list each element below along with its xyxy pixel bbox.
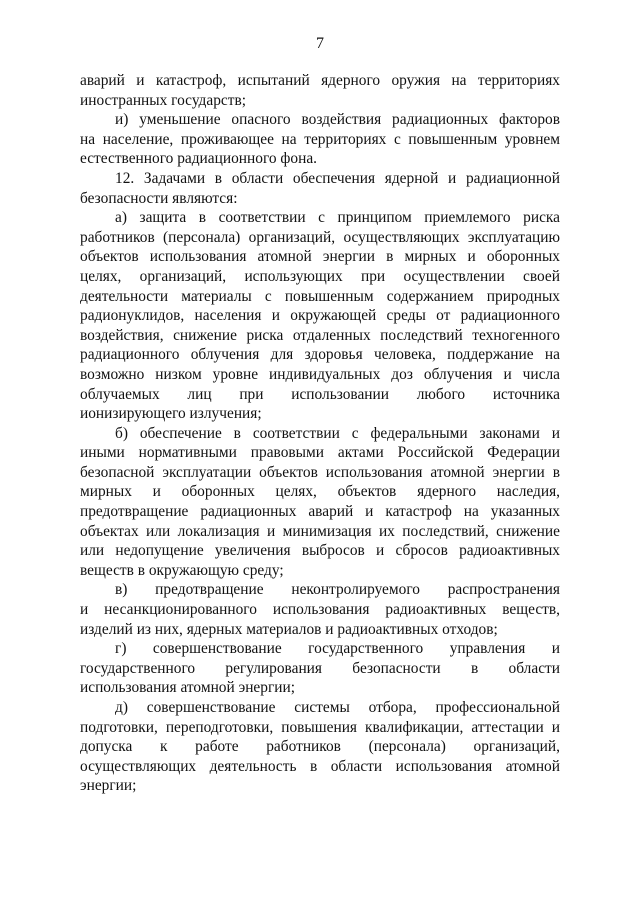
text-line: радионуклидов, населения и окружающей среды от радиационного xyxy=(80,307,560,325)
text-line: ионизирующего излучения; xyxy=(80,405,262,423)
text-line: изделий из них, ядерных материалов и радиоактивных отходов; xyxy=(80,620,498,638)
text-line: энергии; xyxy=(80,777,137,795)
text-line: осуществляющих деятельность в области использования атомной xyxy=(80,757,560,775)
text-line: возможно низком уровне индивидуальных доз облучения и числа xyxy=(80,365,560,383)
text-line: естественного радиационного фона. xyxy=(80,150,318,168)
text-line: использования атомной энергии; xyxy=(80,679,296,697)
text-line: б) обеспечение в соответствии с федеральными законами и xyxy=(115,424,560,442)
text-line: г) совершенствование государственного управления и xyxy=(115,640,560,658)
text-line: безопасной эксплуатации объектов использования атомной энергии в xyxy=(80,463,560,481)
text-line: воздействия, снижение риска отдаленных последствий техногенного xyxy=(80,326,560,344)
text-line: облучаемых лиц при использовании любого источника xyxy=(80,385,560,403)
paragraph xyxy=(80,208,560,424)
text-line: а) защита в соответствии с принципом приемлемого риска xyxy=(115,209,560,227)
paragraph xyxy=(80,110,560,169)
text-line: объектах или локализация и минимизация их последствий, снижение xyxy=(80,522,560,540)
text-line: иностранных государств; xyxy=(80,91,246,109)
paragraph xyxy=(80,424,560,581)
paragraph xyxy=(80,639,560,698)
text-line: радиационного облучения для здоровья человека, поддержание на xyxy=(80,346,560,364)
text-line: аварий и катастроф, испытаний ядерного оружия на территориях xyxy=(80,72,560,89)
text-line: государственного регулирования безопасности в области xyxy=(80,659,560,677)
page-number: 7 xyxy=(316,35,324,52)
text-line: объектов использования атомной энергии в мирных и оборонных xyxy=(80,248,560,266)
text-line: мирных и оборонных целях, объектов ядерного наследия, xyxy=(80,483,560,501)
text-line: целях, организаций, использующих при осуществлении своей xyxy=(80,267,560,285)
text-line: и несанкционированного использования радиоактивных веществ, xyxy=(80,601,560,619)
text-line: безопасности являются: xyxy=(80,189,238,207)
text-line: в) предотвращение неконтролируемого распространения xyxy=(115,581,560,599)
paragraph xyxy=(80,698,560,796)
text-line: подготовки, переподготовки, повышения квалификации, аттестации и xyxy=(80,718,560,736)
paragraph xyxy=(80,580,560,639)
text-line: 12. Задачами в области обеспечения ядерной и радиационной xyxy=(115,169,560,187)
paragraph xyxy=(80,71,560,110)
text-line: работников (персонала) организаций, осуществляющих эксплуатацию xyxy=(80,228,560,246)
text-line: на население, проживающее на территориях с повышенным уровнем xyxy=(80,130,560,148)
text-line: веществ в окружающую среду; xyxy=(80,561,284,579)
paragraph xyxy=(80,169,560,208)
text-line: д) совершенствование системы отбора, профессиональной xyxy=(115,699,560,716)
text-line: иными нормативными правовыми актами Российской Федерации xyxy=(80,444,560,462)
document-body xyxy=(80,71,560,796)
text-line: допуска к работе работников (персонала) организаций, xyxy=(80,738,560,756)
text-line: и) уменьшение опасного воздействия радиационных факторов xyxy=(115,111,560,129)
text-line: деятельности материалы с повышенным содержанием природных xyxy=(80,287,560,305)
text-line: или недопущение увеличения выбросов и сбросов радиоактивных xyxy=(80,542,560,560)
text-line: предотвращение радиационных аварий и катастроф на указанных xyxy=(80,503,560,521)
